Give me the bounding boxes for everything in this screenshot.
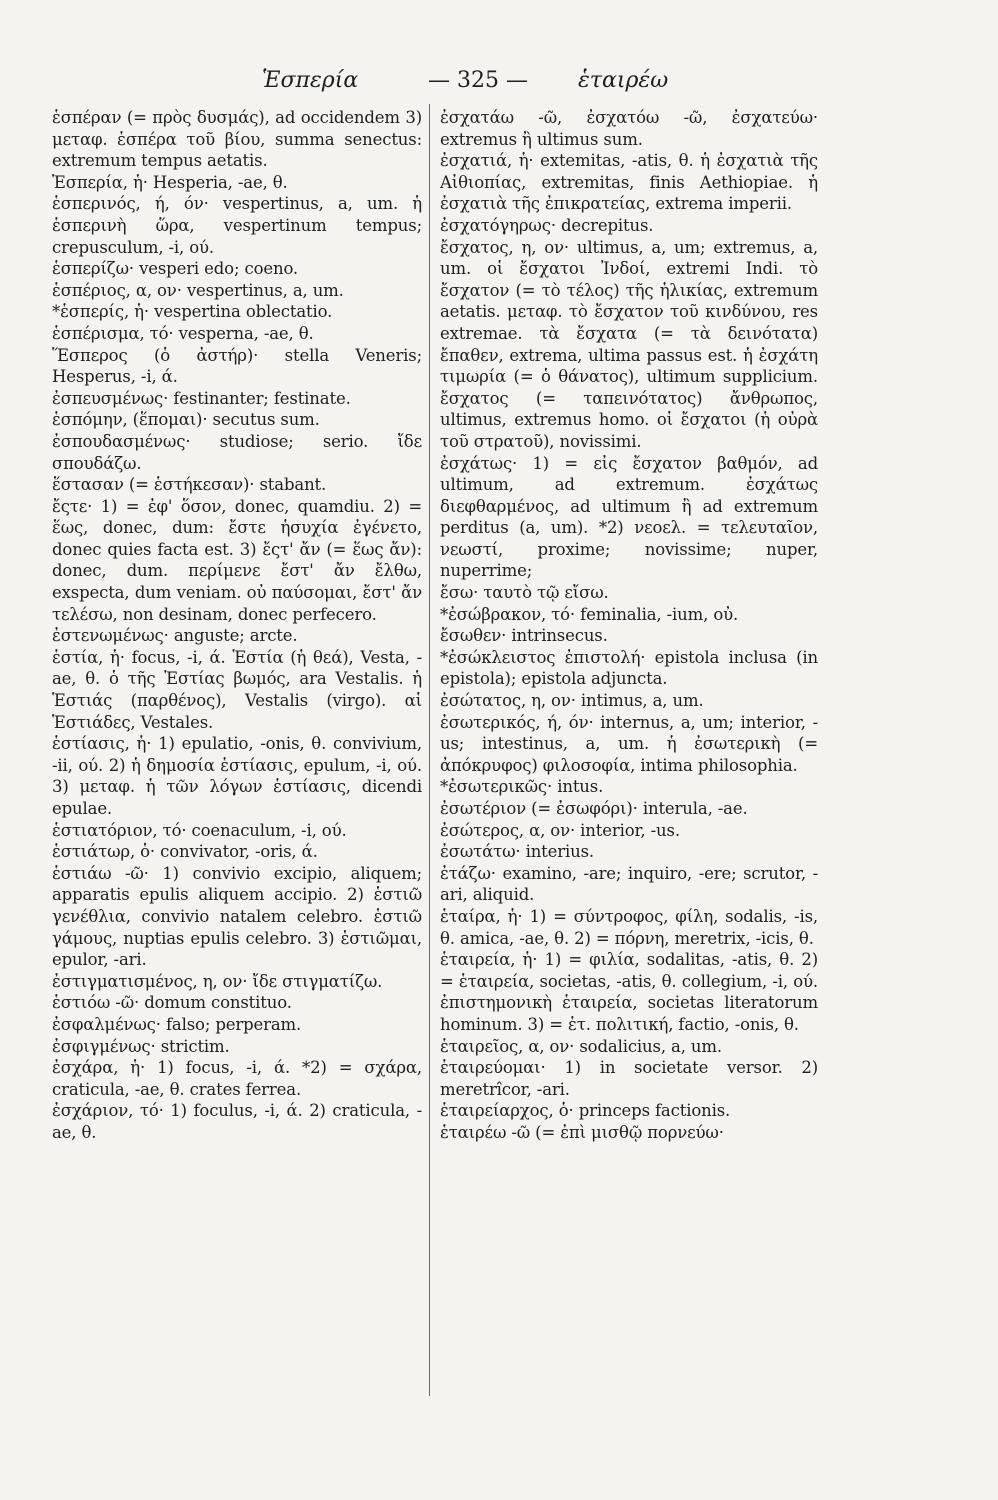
page-header	[0, 62, 998, 102]
dictionary-entry: ἐσφιγμένως· strictim.	[52, 1036, 230, 1056]
dictionary-entry: ἑσπέρισμα, τό· vesperna, -ae, θ.	[52, 323, 314, 343]
dictionary-entry: ἐσώτερος, α, ον· interior, -us.	[440, 820, 680, 840]
dictionary-entry: ἔσχατος, η, ον· ultimus, a, um; extremus, a, um. οἱ ἔσχατοι Ἰνδοί, extremi Indi. τὸ ἔσχατον (= τὸ τέλος) τῆς ἡλικίας, extremum aetatis. μεταφ. τὸ ἔσχατον τοῦ κινδύνου, res extremae. τὰ ἔσχατα (= τὰ δεινότατα) ἔπαθεν, extrema, ultima passus est. ἡ ἐσχάτη τιμωρία (= ὁ θάνατος), ultimum supplicium. ἔσχατος (= ταπεινότατος) ἄνθρωπος, ultimus, extremus homo. οἱ ἔσχατοι (ἡ οὐρὰ τοῦ στρατοῦ), novissimi.	[440, 237, 818, 451]
dictionary-entry: Ἑσπερία, ἡ· Hesperia, -ae, θ.	[52, 172, 288, 192]
dictionary-entry: ἑσπερινός, ή, όν· vespertinus, a, um. ἡ ἑσπερινὴ ὥρα, vespertinum tempus; crepusculum, -i, ού.	[52, 194, 422, 257]
dictionary-entry: ἔσω· ταυτὸ τῷ εἴσω.	[440, 583, 609, 603]
dictionary-entry: ἐσωτερικός, ή, όν· internus, a, um; interior, -us; intestinus, a, um. ἡ ἐσωτερικὴ (= ἀπόκρυφος) φιλοσοφία, intima philosophia.	[440, 712, 818, 775]
dictionary-entry: ἐσχατόγηρως· decrepitus.	[440, 215, 654, 235]
dictionary-entry: ἐσπουδασμένως· studiose; serio. ἴδε σπουδάζω.	[52, 431, 422, 473]
dictionary-entry: ἑταιρεῖος, α, ον· sodalicius, a, um.	[440, 1036, 722, 1056]
dictionary-entry: ἑσπέριος, α, ον· vespertinus, a, um.	[52, 280, 344, 300]
dictionary-entry: ἐσχάρα, ἡ· 1) focus, -i, ά. *2) = σχάρα, craticula, -ae, θ. crates ferrea.	[52, 1058, 422, 1099]
dictionary-entry: ἑσπερίζω· vesperi edo; coeno.	[52, 259, 299, 279]
dictionary-entry: ἑταίρα, ἡ· 1) = σύντροφος, φίλη, sodalis, -is, θ. amica, -ae, θ. 2) = πόρνη, meretrix, -icis, θ.	[440, 906, 818, 948]
dictionary-entry: ἔσωθεν· intrinsecus.	[440, 626, 608, 646]
dictionary-entry: ἐσχατάω -ῶ, ἐσχατόω -ῶ, ἐσχατεύω· extremus ἢ ultimus sum.	[440, 108, 818, 149]
dictionary-entry: ἑστιάτωρ, ὁ· convivator, -oris, ά.	[52, 842, 318, 862]
column-divider	[429, 104, 430, 1396]
header-left-word: Ἑσπερία	[262, 68, 359, 93]
dictionary-entry: ἑστία, ἡ· focus, -i, ά. Ἑστία (ἡ θεά), Vesta, -ae, θ. ὁ τῆς Ἑστίας βωμός, ara Vestalis. ἡ Ἑστιάς (παρθένος), Vestalis (virgo). αἱ Ἑστιάδες, Vestales.	[52, 647, 422, 732]
dictionary-entry: ἑστιόω -ῶ· domum constituo.	[52, 993, 292, 1013]
dictionary-entry: ἐσώτατος, η, ον· intimus, a, um.	[440, 691, 704, 711]
dictionary-entry: ἑστιάω -ῶ· 1) convivio excipio, aliquem; apparatis epulis aliquem accipio. 2) ἑστιῶ γενέθλια, convivio natalem celebro. ἑστιῶ γάμους, nuptias epulis celebro. 3) ἑστιῶμαι, epulor, -ari.	[52, 863, 422, 970]
dictionary-entry: ἐστενωμένως· anguste; arcte.	[52, 626, 298, 646]
dictionary-entry: ἐσωτέριον (= ἐσωφόρι)· interula, -ae.	[440, 799, 748, 818]
dictionary-entry: *ἐσώκλειστος ἐπιστολή· epistola inclusa (in epistola); epistola adjuncta.	[440, 647, 818, 689]
dictionary-entry: ἑταιρέω -ῶ (= ἐπὶ μισθῷ πορνεύω·	[440, 1122, 724, 1142]
dictionary-entry: ἔςτε· 1) = ἐφ' ὅσον, donec, quamdiu. 2) = ἕως, donec, dum: ἔστε ἡσυχία ἐγένετο, donec quies facta est. 3) ἔςτ' ἄν (= ἕως ἄν): donec, dum. περίμενε ἔστ' ἄν ἔλθω, exspecta, dum veniam. οὐ παύσομαι, ἔστ' ἄν τελέσω, non desinam, donec perfecero.	[52, 496, 422, 624]
dictionary-entry: *ἐσωτερικῶς· intus.	[440, 777, 604, 797]
dictionary-entry: ἑταιρείαρχος, ὁ· princeps factionis.	[440, 1101, 731, 1121]
dictionary-entry: Ἕσπερος (ὁ ἀστήρ)· stella Veneris; Hesperus, -i, ά.	[52, 345, 422, 387]
dictionary-entry: *ἐσώβρακον, τό· feminalia, -ium, οὐ.	[440, 604, 739, 624]
dictionary-entry: ἐσχάριον, τό· 1) foculus, -i, ά. 2) craticula, -ae, θ.	[52, 1101, 422, 1142]
dictionary-entry: *ἑσπερίς, ἡ· vespertina oblectatio.	[52, 302, 333, 322]
dictionary-entry: ἐσπευσμένως· festinanter; festinate.	[52, 388, 351, 408]
dictionary-entry: ἐστιγματισμένος, η, ον· ἴδε στιγματίζω.	[52, 971, 383, 991]
dictionary-entry: ἑσπόμην, (ἕπομαι)· secutus sum.	[52, 410, 320, 430]
dictionary-entry: ἐτάζω· examino, -are; inquiro, -ere; scrutor, -ari, aliquid.	[440, 863, 818, 905]
dictionary-entry: ἐσωτάτω· interius.	[440, 842, 595, 862]
dictionary-entry: ἐσφαλμένως· falso; perperam.	[52, 1014, 302, 1034]
header-right-word: ἑταιρέω	[578, 68, 669, 93]
dictionary-entry: ἐσχατιά, ἡ· extemitas, -atis, θ. ἡ ἐσχατιὰ τῆς Αἰθιοπίας, extremitas, finis Aethiopiae. ἡ ἐσχατιὰ τῆς ἐπικρατείας, extrema imperii.	[440, 151, 818, 214]
dictionary-entry: ἑστιατόριον, τό· coenaculum, -i, ού.	[52, 820, 347, 840]
dictionary-entry: ἑταιρεία, ἡ· 1) = φιλία, sodalitas, -atis, θ. 2) = ἑταιρεία, societas, -atis, θ. collegium, -i, ού. ἐπιστημονικὴ ἑταιρεία, societas literatorum hominum. 3) = ἑτ. πολιτική, factio, -onis, θ.	[440, 950, 818, 1034]
right-column	[440, 107, 818, 1447]
left-column	[52, 107, 422, 1447]
dictionary-entry: ἕστασαν (= ἑστήκεσαν)· stabant.	[52, 475, 327, 495]
dictionary-entry: ἐσχάτως· 1) = εἰς ἔσχατον βαθμόν, ad ultimum, ad extremum. ἐσχάτως διεφθαρμένος, ad ultimum ἢ ad extremum perditus (a, um). *2) νεοελ. = τελευταῖον, νεωστί, proxime; novissime; nuper, nuperrime;	[440, 453, 818, 581]
dictionary-entry: ἑσπέραν (= πρὸς δυσμάς), ad occidendem 3) μεταφ. ἑσπέρα τοῦ βίου, summa senectus: extremum tempus aetatis.	[52, 108, 422, 171]
page-number: — 325 —	[428, 68, 528, 93]
dictionary-entry: ἑστίασις, ἡ· 1) epulatio, -onis, θ. convivium, -ii, ού. 2) ἡ δημοσία ἑστίασις, epulum, -i, ού. 3) μεταφ. ἡ τῶν λόγων ἑστίασις, dicendi epulae.	[52, 734, 422, 818]
dictionary-entry: ἑταιρεύομαι· 1) in societate versor. 2) meretrîcor, -ari.	[440, 1058, 818, 1099]
